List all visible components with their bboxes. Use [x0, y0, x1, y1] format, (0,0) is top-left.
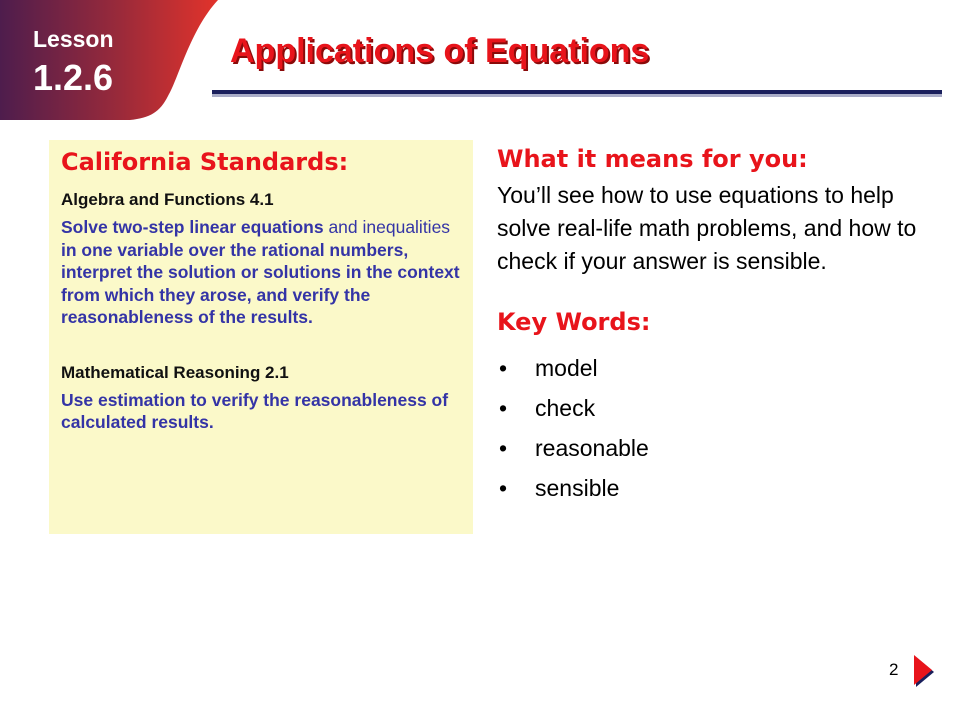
list-item	[497, 348, 917, 388]
means-text: You’ll see how to use equations to help solve real-life math problems, and how to check if your answer is sensible.	[497, 182, 917, 274]
key-word: reasonable	[535, 435, 649, 461]
list-item	[497, 468, 917, 508]
standard-text: Use estimation to verify the reasonableness of calculated results.	[61, 389, 449, 432]
standard-text-part: and inequalities	[328, 217, 451, 237]
standards-box	[49, 140, 473, 534]
bullet: •	[499, 355, 508, 381]
standard-text-part: Solve two-step linear equations	[61, 217, 324, 237]
standards-heading: California Standards:	[61, 148, 349, 176]
right-column	[497, 145, 917, 508]
lesson-badge	[0, 0, 218, 132]
next-slide-button[interactable]	[912, 655, 936, 689]
title-underline-shadow	[212, 94, 942, 97]
key-words-heading: Key Words:	[497, 308, 651, 336]
standard-text	[61, 216, 461, 329]
lesson-number: 1.2.6	[33, 57, 114, 98]
key-word: model	[535, 355, 598, 381]
page-number: 2	[889, 660, 899, 679]
standard-code: Mathematical Reasoning 2.1	[61, 362, 289, 382]
key-words-list	[497, 348, 917, 508]
standard-code: Algebra and Functions 4.1	[61, 190, 274, 209]
bullet: •	[499, 475, 508, 501]
key-word: sensible	[535, 475, 620, 501]
bullet: •	[499, 395, 508, 421]
lesson-label: Lesson	[33, 26, 114, 52]
means-heading: What it means for you:	[497, 145, 808, 173]
next-arrow-icon	[912, 655, 936, 689]
page-title: Applications of Equations	[230, 32, 650, 70]
bullet: •	[499, 435, 508, 461]
list-item	[497, 388, 917, 428]
standard-text-part: in one variable over the rational numbers, interpret the solution or solutions in the context from which they arose, and verify the reasonableness of the results.	[61, 239, 460, 327]
list-item	[497, 428, 917, 468]
key-word: check	[535, 395, 596, 421]
